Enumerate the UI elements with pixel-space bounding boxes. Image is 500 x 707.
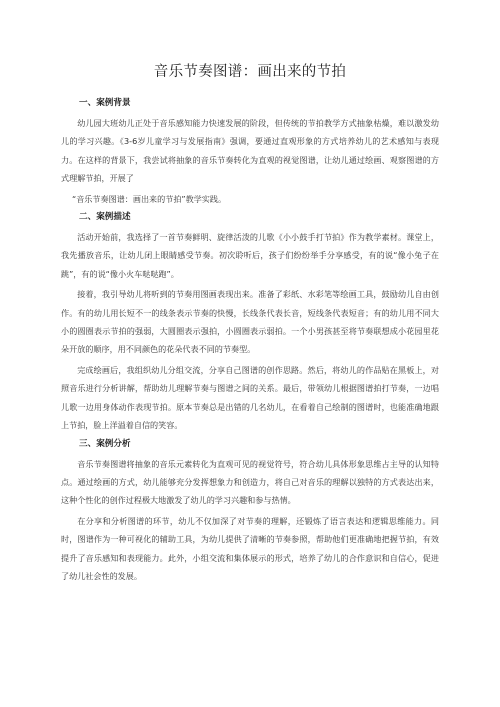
paragraph: 接着，我引导幼儿将听到的节奏用图画表现出来。准备了彩纸、水彩笔等绘画工具，鼓励幼儿自由创作。有的幼儿用长短不一的线条表示节奏的快慢，长线条代表长音，短线条代表短音；有的幼儿用不同大小的圆圈表示节拍的强弱，大圆圈表示强拍，小圆圈表示弱拍。一个小男孩甚至将节奏联想成小花园里花朵开放的顺序，用不同颜色的花朵代表不同的节奏型。: [61, 289, 439, 355]
section-heading: 三、案例分析: [79, 438, 131, 449]
section-analysis: [61, 437, 439, 586]
section-heading: 一、案例背景: [79, 98, 131, 108]
paragraph: 幼儿园大班幼儿正处于音乐感知能力快速发展的阶段，但传统的节拍教学方式抽象枯燥，难以激发幼儿的学习兴趣。《3-6岁儿童学习与发展指南》强调，要通过直观形象的方式培养幼儿的艺术感知与表现力。在这样的背景下，我尝试将抽象的音乐节奏转化为直观的视觉图谱，让幼儿通过绘画、观察图谱的方式理解节拍，开展了: [61, 118, 439, 184]
paragraph: 完成绘画后，我组织幼儿分组交流，分享自己图谱的创作思路。然后，将幼儿的作品贴在黑板上，对照音乐进行分析讲解，帮助幼儿理解节奏与图谱之间的关系。最后，带领幼儿根据图谱拍打节奏，一边唱儿歌一边用身体动作表现节拍。原本节奏总是出错的几名幼儿，在看着自己绘制的图谱时，也能准确地跟上节拍，脸上洋溢着自信的笑容。: [61, 364, 439, 431]
paragraph: 活动开始前，我选择了一首节奏鲜明、旋律活泼的儿歌《小小鼓手打节拍》作为教学素材。课堂上，我先播放音乐，让幼儿闭上眼睛感受节奏。初次聆听后，孩子们纷纷举手分享感受，有的说“像小兔子在跳”，有的说“像小火车哒哒跑”。: [61, 232, 439, 279]
section-heading: 二、案例描述: [79, 212, 131, 223]
section-description: [61, 210, 439, 434]
document-title: 音乐节奏图谱：画出来的节拍: [153, 64, 347, 80]
paragraph: 音乐节奏图谱将抽象的音乐元素转化为直观可见的视觉符号，符合幼儿具体形象思维占主导的认知特点。通过绘画的方式，幼儿能够充分发挥想象力和创造力，将自己对音乐的理解以独特的方式表达出来，这种个性化的创作过程极大地激发了幼儿的学习兴趣和参与热情。: [61, 458, 439, 506]
paragraph: “音乐节奏图谱：画出来的节拍”教学实践。: [72, 193, 227, 204]
section-background: [61, 96, 439, 208]
paragraph: 在分享和分析图谱的环节，幼儿不仅加深了对节奏的理解，还锻炼了语言表达和逻辑思维能力。同时，图谱作为一种可视化的辅助工具，为幼儿提供了清晰的节奏参照，帮助他们更准确地把握节拍，有效提升了音乐感知和表现能力。此外，小组交流和集体展示的形式，培养了幼儿的合作意识和自信心，促进了幼儿社会性的发展。: [61, 515, 439, 581]
